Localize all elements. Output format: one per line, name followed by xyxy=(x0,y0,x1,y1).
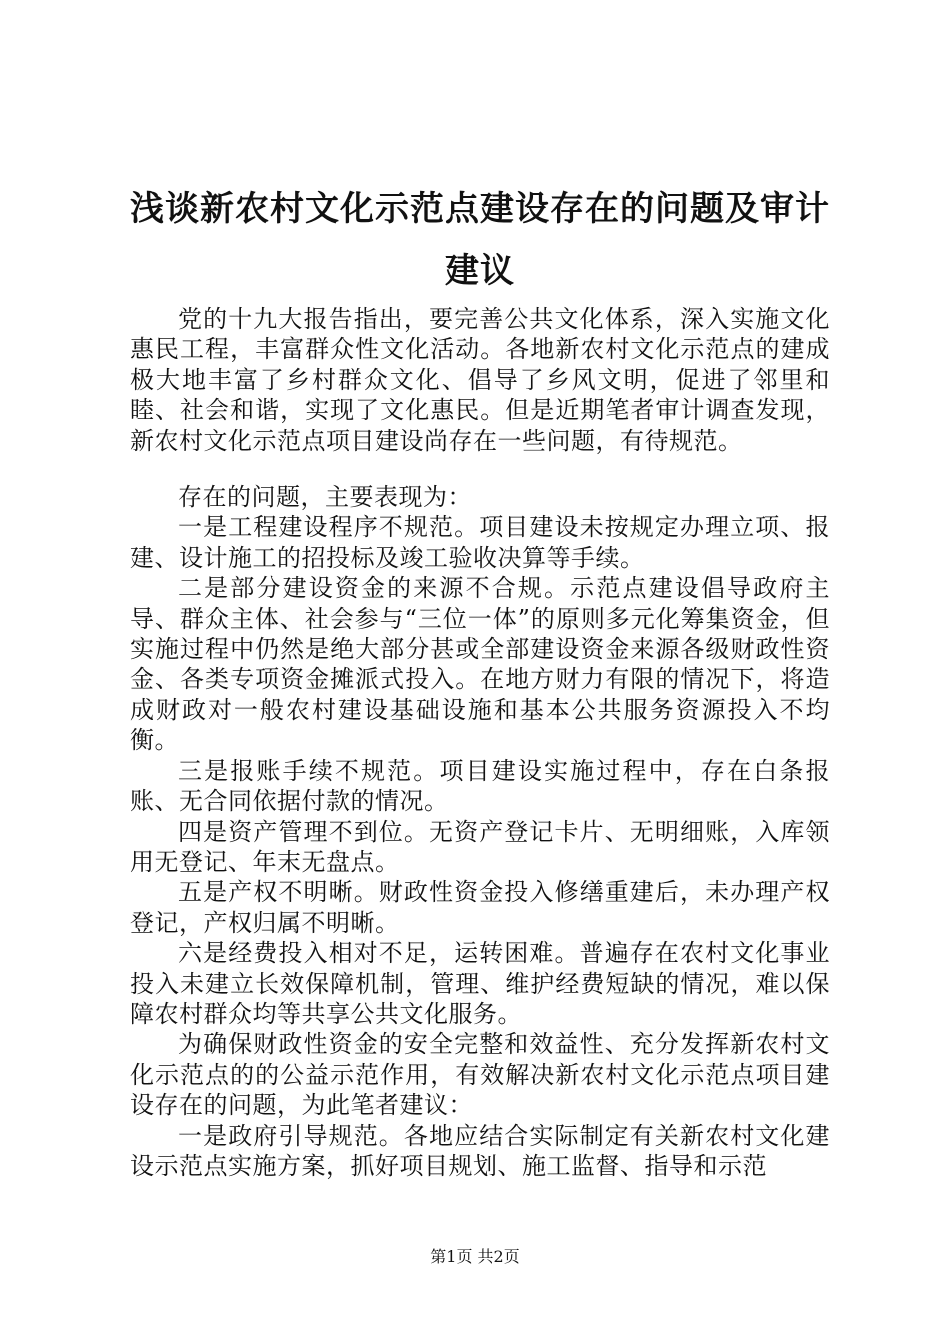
paragraph-suggestions-intro: 为确保财政性资金的安全完整和效益性、充分发挥新农村文化示范点的的公益示范作用，有效解决新农村文化示范点项目建设存在的问题，为此笔者建议： xyxy=(130,1030,830,1120)
paragraph-problem-5: 五是产权不明晰。财政性资金投入修缮重建后，未办理产权登记，产权归属不明晰。 xyxy=(130,878,830,937)
paragraph-problem-3: 三是报账手续不规范。项目建设实施过程中，存在白条报账、无合同依据付款的情况。 xyxy=(130,756,830,816)
paragraph-problem-2: 二是部分建设资金的来源不合规。示范点建设倡导政府主导、群众主体、社会参与“三位一体”的原则多元化筹集资金，但实施过程中仍然是绝大部分甚或全部建设资金来源各级财政性资金、各类专项资金摊派式投入。在地方财力有限的情况下，将造成财政对一般农村建设基础设施和基本公共服务资源投入不均衡。 xyxy=(130,574,830,755)
document-title: 浅谈新农村文化示范点建设存在的问题及审计建议 xyxy=(130,189,830,291)
paragraph-problem-4: 四是资产管理不到位。无资产登记卡片、无明细账，入库领用无登记、年末无盘点。 xyxy=(130,817,830,876)
paragraph-problem-1: 一是工程建设程序不规范。项目建设未按规定办理立项、报建、设计施工的招投标及竣工验收决算等手续。 xyxy=(130,513,830,572)
paragraph-gap xyxy=(130,456,830,482)
paragraph-problems-heading: 存在的问题，主要表现为： xyxy=(178,483,472,512)
paragraph-intro: 党的十九大报告指出，要完善公共文化体系，深入实施文化惠民工程，丰富群众性文化活动。各地新农村文化示范点的建成极大地丰富了乡村群众文化、倡导了乡风文明，促进了邻里和睦、社会和谐，实现了文化惠民。但是近期笔者审计调查发现，新农村文化示范点项目建设尚存在一些问题，有待规范。 xyxy=(130,305,830,455)
paragraph-problem-6: 六是经费投入相对不足，运转困难。普遍存在农村文化事业投入未建立长效保障机制，管理、维护经费短缺的情况，难以保障农村群众均等共享公共文化服务。 xyxy=(130,939,830,1028)
page-number-footer: 第1页 共2页 xyxy=(430,1247,520,1266)
document-body xyxy=(130,304,830,1181)
paragraph-suggestion-1: 一是政府引导规范。各地应结合实际制定有关新农村文化建设示范点实施方案，抓好项目规划、施工监督、指导和示范 xyxy=(130,1121,830,1180)
document-page xyxy=(130,178,830,1181)
